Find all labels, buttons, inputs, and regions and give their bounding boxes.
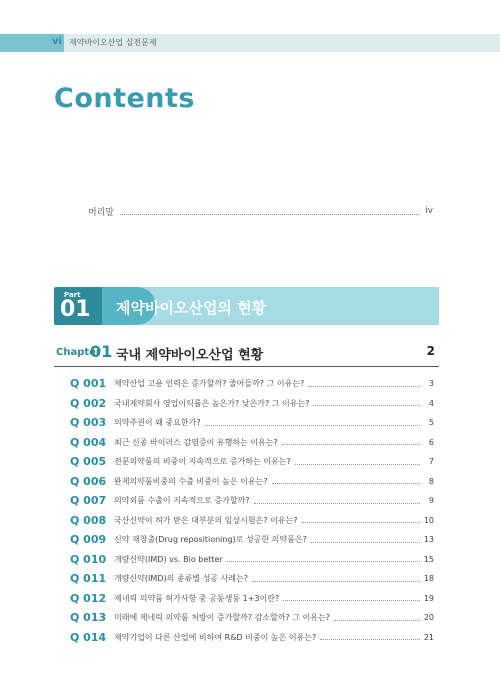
question-page: 7 [428, 457, 434, 467]
part-number-box [54, 287, 102, 325]
chapter-divider [54, 366, 439, 367]
question-number: Q 007 [70, 494, 107, 508]
dot-leader [302, 517, 420, 523]
chapter-number: 01 [90, 342, 113, 361]
question-number: Q 001 [70, 377, 107, 391]
question-page: 20 [423, 613, 434, 623]
question-text: 의약외품 수출이 지속적으로 증가할까? [114, 496, 250, 506]
question-text: 국내제약회사 영업이익률은 높은가? 낮은가? 그 이유는? [114, 398, 310, 408]
question-page: 3 [428, 379, 434, 389]
question-page: 13 [423, 535, 434, 545]
question-entry[interactable] [70, 394, 434, 414]
question-entry[interactable] [70, 374, 434, 394]
dot-leader [313, 400, 420, 406]
page-number: vi [52, 36, 62, 47]
dot-leader [205, 420, 420, 426]
preface-page: iv [425, 206, 433, 216]
question-page: 18 [423, 574, 434, 584]
question-text: 의약주권이 왜 중요한가? [114, 418, 201, 428]
dot-leader [334, 615, 420, 621]
question-entry[interactable] [70, 452, 434, 472]
question-text: 최근 신종 바이러스 감염증이 유행하는 이유는? [114, 437, 278, 447]
dot-leader [308, 381, 420, 387]
preface-entry[interactable] [88, 204, 433, 218]
question-page: 9 [428, 496, 434, 506]
question-text: 제약기업이 다른 산업에 비하여 R&D 비중이 높은 이유는? [114, 632, 317, 642]
question-entry[interactable] [70, 433, 434, 453]
chapter-label: Chapter [56, 347, 101, 358]
part-number: 01 [60, 297, 91, 322]
question-text: 전문의약품의 비중이 지속적으로 증가하는 이유는? [114, 457, 291, 467]
dot-leader [252, 576, 420, 582]
question-page: 15 [423, 554, 434, 564]
running-title: 제약바이오산업 실전문제 [69, 38, 157, 47]
dot-leader [120, 208, 419, 215]
dot-leader [282, 439, 420, 445]
question-text: 완제의약품비중의 수출 비중이 높은 이유는? [114, 476, 268, 486]
question-number: Q 012 [70, 591, 107, 605]
question-text: 국산신약이 허가 받은 대부분의 임상시험은? 이유는? [114, 515, 298, 525]
preface-label: 머리말 [88, 207, 115, 218]
part-label: Part [64, 291, 81, 299]
question-entry[interactable] [70, 550, 434, 570]
dot-leader [272, 478, 420, 484]
dot-leader [283, 595, 420, 601]
question-number: Q 013 [70, 611, 107, 625]
question-number: Q 008 [70, 513, 107, 527]
question-number: Q 004 [70, 435, 107, 449]
dot-leader [227, 556, 420, 562]
question-number: Q 005 [70, 455, 107, 469]
dot-leader [320, 634, 420, 640]
question-entry[interactable] [70, 589, 434, 609]
part-banner [54, 287, 439, 325]
dot-leader [295, 459, 420, 465]
question-entry[interactable] [70, 413, 434, 433]
chapter-title: 국내 제약바이오산업 현황 [116, 348, 264, 363]
chapter-entry[interactable] [54, 343, 439, 363]
question-entry[interactable] [70, 491, 434, 511]
chapter-page: 2 [426, 344, 435, 358]
question-page: 4 [428, 398, 434, 408]
question-page: 5 [428, 418, 434, 428]
question-number: Q 003 [70, 416, 107, 430]
question-text: 신약 재창출(Drug repositioning)로 성공한 의약품은? [114, 535, 307, 545]
question-entry[interactable] [70, 628, 434, 648]
question-number: Q 014 [70, 630, 107, 644]
question-page: 6 [428, 437, 434, 447]
question-text: 미래에 제네릭 의약품 처방이 증가할까? 감소할까? 그 이유는? [114, 613, 331, 623]
question-number: Q 006 [70, 474, 107, 488]
dot-leader [254, 498, 420, 504]
question-text: 개량신약(IMD)의 종류별 성공 사례는? [114, 574, 249, 584]
question-entry[interactable] [70, 511, 434, 531]
question-page: 8 [428, 476, 434, 486]
question-entry[interactable] [70, 472, 434, 492]
question-text: 개량신약(IMD) vs. Bio better [114, 554, 223, 564]
question-number: Q 002 [70, 396, 107, 410]
question-entry[interactable] [70, 608, 434, 628]
question-number: Q 009 [70, 533, 107, 547]
contents-title: Contents [54, 83, 196, 114]
question-number: Q 011 [70, 572, 107, 586]
question-text: 제약산업 고용 인력은 증가할까? 줄어들까? 그 이유는? [114, 379, 305, 389]
question-number: Q 010 [70, 552, 107, 566]
question-page: 19 [423, 593, 434, 603]
question-page: 10 [423, 515, 434, 525]
question-list [70, 374, 434, 647]
part-title: 제약바이오산업의 현황 [116, 299, 267, 317]
question-entry[interactable] [70, 569, 434, 589]
question-page: 21 [423, 632, 434, 642]
question-text: 제네릭 의약품 허가사항 중 공동생동 1+3이란? [114, 593, 280, 603]
question-entry[interactable] [70, 530, 434, 550]
dot-leader [311, 537, 420, 543]
